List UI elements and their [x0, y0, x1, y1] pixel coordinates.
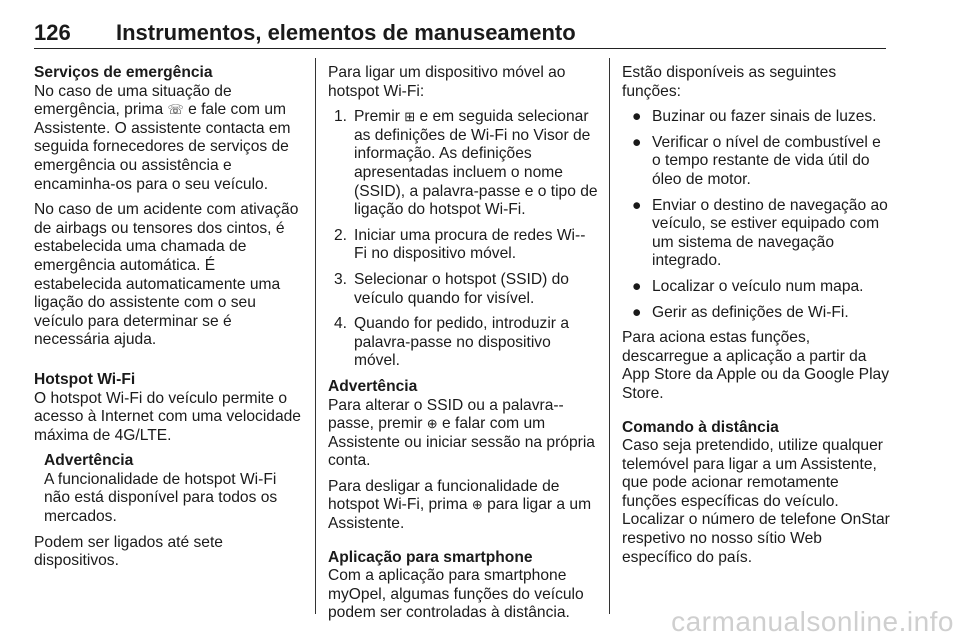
- list-item: ● Buzinar ou fazer sinais de luzes.: [632, 108, 877, 126]
- onstar-button-icon: ⊞: [404, 109, 416, 125]
- remote-control-heading: Comando à distância: [622, 418, 779, 436]
- download-paragraph: Para aciona estas funções, descarregue a aplicação a partir da App Store da Apple ou da Google Play Store.: [622, 329, 890, 402]
- step-item: 3. Selecionar o hotspot (SSID) do veículo quando for visível.: [334, 270, 569, 307]
- page-title: Instrumentos, elementos de manuseamento: [116, 20, 576, 45]
- hotspot-paragraph-1: O hotspot Wi-Fi do veículo permite o acesso à Internet com uma velocidade máxima de 4G/LTE.: [34, 389, 301, 444]
- hotspot-paragraph-2: Podem ser ligados até sete dispositivos.: [34, 533, 223, 570]
- bullet-icon: ●: [632, 133, 642, 151]
- emergency-services-heading: Serviços de emergência: [34, 64, 213, 81]
- connect-intro: Para ligar um dispositivo móvel ao hotspot Wi-Fi:: [328, 64, 566, 100]
- page-header: [34, 14, 886, 49]
- connect-steps: [328, 108, 598, 371]
- bullet-icon: ●: [632, 196, 642, 214]
- warning-title: Advertência: [44, 452, 134, 470]
- warning-note: [328, 378, 598, 471]
- list-item: ● Localizar o veículo num mapa.: [632, 277, 864, 295]
- step-item: 2. Iniciar uma procura de redes Wi--Fi no dispositivo móvel.: [334, 226, 586, 263]
- column-1: [34, 64, 302, 578]
- bullet-icon: ●: [632, 277, 642, 295]
- functions-list: [622, 108, 890, 322]
- watermark: carmanualsonline.info: [671, 606, 954, 637]
- warning-text: Para alterar o SSID ou a palavra--passe, premir ⊕ e falar com um Assistente ou iniciar sessão na própria conta.: [328, 396, 595, 470]
- hotspot-heading: Hotspot Wi-Fi: [34, 370, 136, 388]
- page-number: 126: [34, 20, 71, 45]
- smartphone-app-paragraph: Com a aplicação para smartphone myOpel, algumas funções do veículo podem ser controladas à distância.: [328, 567, 584, 622]
- onstar-button-icon: ⊕: [426, 416, 438, 432]
- list-item: ● Verificar o nível de combustível e o tempo restante de vida útil do óleo de motor.: [632, 133, 881, 188]
- bullet-icon: ●: [632, 108, 642, 126]
- column-3: [622, 64, 890, 574]
- bullet-icon: ●: [632, 303, 642, 321]
- column-divider: [315, 58, 316, 614]
- emergency-paragraph-1: No caso de uma situação de emergência, prima ☏ e fale com um Assistente. O assistente contacta em seguida fornecedores de serviços de emergência ou assistência e encaminha-os para o seu veículo.: [34, 82, 291, 193]
- column-2: [328, 64, 598, 630]
- list-item: ● Enviar o destino de navegação ao veículo, se estiver equipado com um sistema de navegação integrado.: [632, 196, 888, 270]
- warning-text: A funcionalidade de hotspot Wi-Fi não está disponível para todos os mercados.: [44, 470, 278, 526]
- column-divider: [609, 58, 610, 614]
- onstar-button-icon: ⊕: [471, 497, 483, 513]
- warning-note: [44, 452, 302, 526]
- step-item: 4. Quando for pedido, introduzir a palavra-passe no dispositivo móvel.: [334, 315, 569, 370]
- warning-title: Advertência: [328, 377, 418, 395]
- functions-intro: Estão disponíveis as seguintes funções:: [622, 64, 837, 100]
- smartphone-app-heading: Aplicação para smartphone: [328, 548, 533, 566]
- step-item: 1. Premir ⊞ e em seguida selecionar as definições de Wi-Fi no Visor de informação. As definições apresentadas incluem o nome (SSID), a palavra-passe e o tipo de ligação do hotspot Wi-Fi.: [334, 108, 598, 219]
- remote-control-paragraph: Caso seja pretendido, utilize qualquer telemóvel para ligar a um Assistente, que pode acionar remotamente funções específicas do veículo. Localizar o número de telefone OnStar respetivo no nosso sítio Web específico do país.: [622, 437, 890, 566]
- disconnect-paragraph: Para desligar a funcionalidade de hotspot Wi-Fi, prima ⊕ para ligar a um Assistente.: [328, 477, 592, 533]
- emergency-paragraph-2: No caso de um acidente com ativação de airbags ou tensores dos cintos, é estabelecida uma chamada de emergência automática. É estabelecida automaticamente uma ligação do assistente com o seu veículo para determinar se é necessária ajuda.: [34, 201, 299, 349]
- phone-icon: ☏: [167, 102, 184, 118]
- list-item: ● Gerir as definições de Wi-Fi.: [632, 303, 849, 321]
